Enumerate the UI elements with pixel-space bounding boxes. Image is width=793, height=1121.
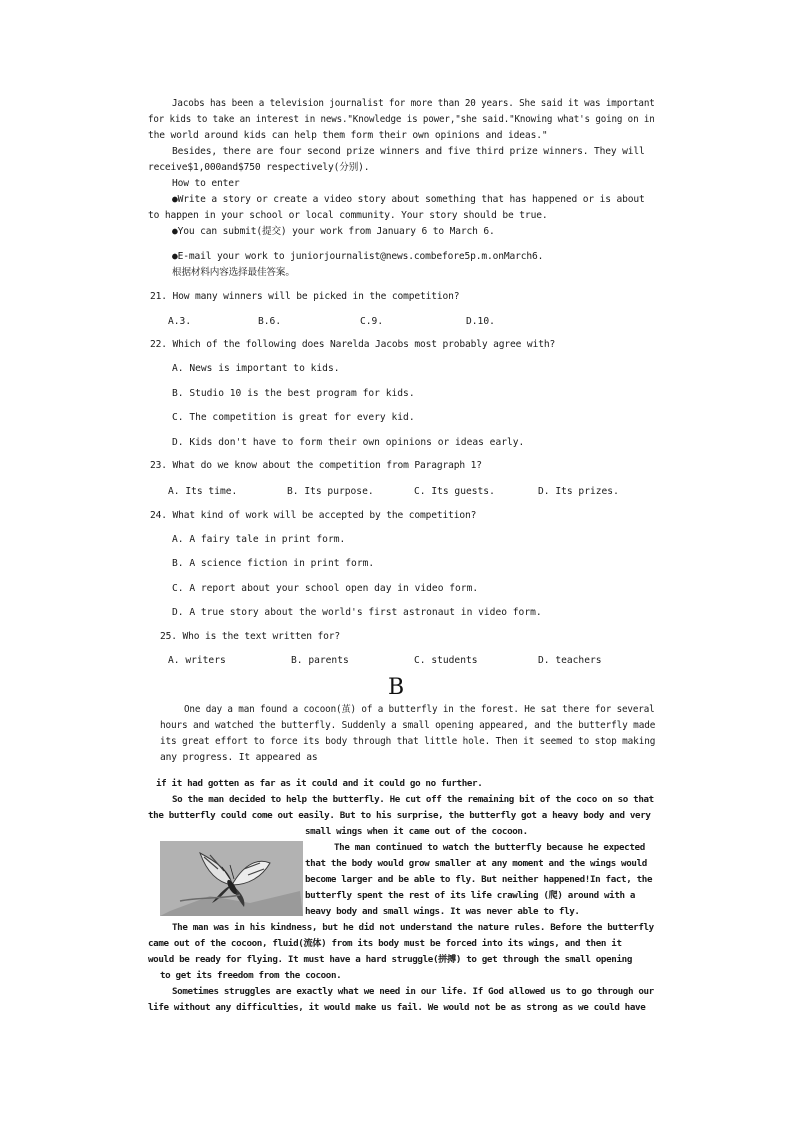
passage-b-line: the butterfly could come out easily. But to his surprise, the butterfly got a heavy body and very: [148, 810, 651, 821]
passage-b-line: any progress. It appeared as: [160, 752, 318, 763]
passage-a-line: Besides, there are four second prize winners and five third prize winners. They will: [172, 146, 645, 157]
question-option: D. A true story about the world's first astronaut in video form.: [172, 607, 542, 618]
question-option: B. Studio 10 is the best program for kids.: [172, 388, 415, 399]
question-stem: 23. What do we know about the competition from Paragraph 1?: [150, 460, 482, 471]
passage-b-line: would be ready for flying. It must have a hard struggle(拼搏) to get through the small opening: [148, 954, 632, 965]
passage-a-line: Jacobs has been a television journalist for more than 20 years. She said it was important: [172, 98, 655, 109]
passage-a-line: for kids to take an interest in news."Knowledge is power,"she said."Knowing what's going on in: [148, 114, 655, 125]
question-option: D. Kids don't have to form their own opinions or ideas early.: [172, 437, 525, 448]
passage-b-line: hours and watched the butterfly. Suddenly a small opening appeared, and the butterfly made: [160, 720, 656, 731]
passage-b-line: The man was in his kindness, but he did not understand the nature rules. Before the butterfly: [172, 922, 654, 933]
passage-a-line: receive$1,000and$750 respectively(分别).: [148, 162, 370, 173]
passage-a-bullet: ●Write a story or create a video story about something that has happened or is about: [172, 194, 645, 205]
passage-a-line: to happen in your school or local community. Your story should be true.: [148, 210, 548, 221]
passage-b-line: butterfly spent the rest of its life crawling (爬) around with a: [305, 890, 636, 901]
question-option: D.10.: [466, 316, 495, 327]
passage-a-subheading: How to enter: [172, 178, 240, 189]
question-option: C. students: [414, 655, 478, 666]
passage-b-line: if it had gotten as far as it could and it could go no further.: [156, 778, 483, 789]
passage-a-line: the world around kids can help them form their own opinions and ideas.": [148, 130, 548, 141]
question-stem: 25. Who is the text written for?: [160, 631, 341, 642]
passage-b-line: heavy body and small wings. It was never able to fly.: [305, 906, 580, 917]
question-option: D. Its prizes.: [538, 486, 619, 497]
question-stem: 21. How many winners will be picked in the competition?: [150, 291, 460, 302]
butterfly-photo: [160, 841, 303, 916]
question-stem: 24. What kind of work will be accepted by the competition?: [150, 510, 477, 521]
passage-b-line: So the man decided to help the butterfly. He cut off the remaining bit of the coco on so that: [172, 794, 654, 805]
passage-b-line: its great effort to force its body through that little hole. Then it seemed to stop making: [160, 736, 656, 747]
passage-a-bullet: ●E-mail your work to juniorjournalist@news.combefore5p.m.onMarch6.: [172, 251, 544, 262]
passage-a-bullet: ●You can submit(提交) your work from January 6 to March 6.: [172, 226, 495, 237]
passage-b-line: become larger and be able to fly. But neither happened!In fact, the: [305, 874, 653, 885]
passage-b-line: that the body would grow smaller at any moment and the wings would: [305, 858, 647, 869]
passage-b-line: came out of the cocoon, fluid(流体) from its body must be forced into its wings, and then it: [148, 938, 622, 949]
section-heading: B: [388, 675, 405, 700]
question-option: B. A science fiction in print form.: [172, 558, 375, 569]
instruction-text: 根据材料内容选择最佳答案。: [172, 267, 295, 278]
question-option: C. Its guests.: [414, 486, 495, 497]
question-option: C. A report about your school open day in video form.: [172, 583, 479, 594]
passage-b-line: The man continued to watch the butterfly because he expected: [334, 842, 645, 853]
question-option: B. Its purpose.: [287, 486, 374, 497]
question-option: A.3.: [168, 316, 192, 327]
question-option: A. Its time.: [168, 486, 238, 497]
question-option: B.6.: [258, 316, 282, 327]
question-option: C.9.: [360, 316, 384, 327]
question-option: A. writers: [168, 655, 226, 666]
question-option: B. parents: [291, 655, 349, 666]
butterfly-image-icon: [160, 841, 303, 916]
passage-b-line: small wings when it came out of the cocoon.: [305, 826, 528, 837]
question-option: A. A fairy tale in print form.: [172, 534, 346, 545]
question-stem: 22. Which of the following does Narelda Jacobs most probably agree with?: [150, 339, 556, 350]
question-option: A. News is important to kids.: [172, 363, 340, 374]
question-option: C. The competition is great for every kid.: [172, 412, 415, 423]
passage-b-line: One day a man found a cocoon(茧) of a butterfly in the forest. He sat there for several: [184, 704, 655, 715]
passage-b-line: to get its freedom from the cocoon.: [160, 970, 342, 981]
passage-b-line: life without any difficulties, it would make us fail. We would not be as strong as we could have: [148, 1002, 646, 1013]
passage-b-line: Sometimes struggles are exactly what we need in our life. If God allowed us to go through our: [172, 986, 654, 997]
question-option: D. teachers: [538, 655, 602, 666]
